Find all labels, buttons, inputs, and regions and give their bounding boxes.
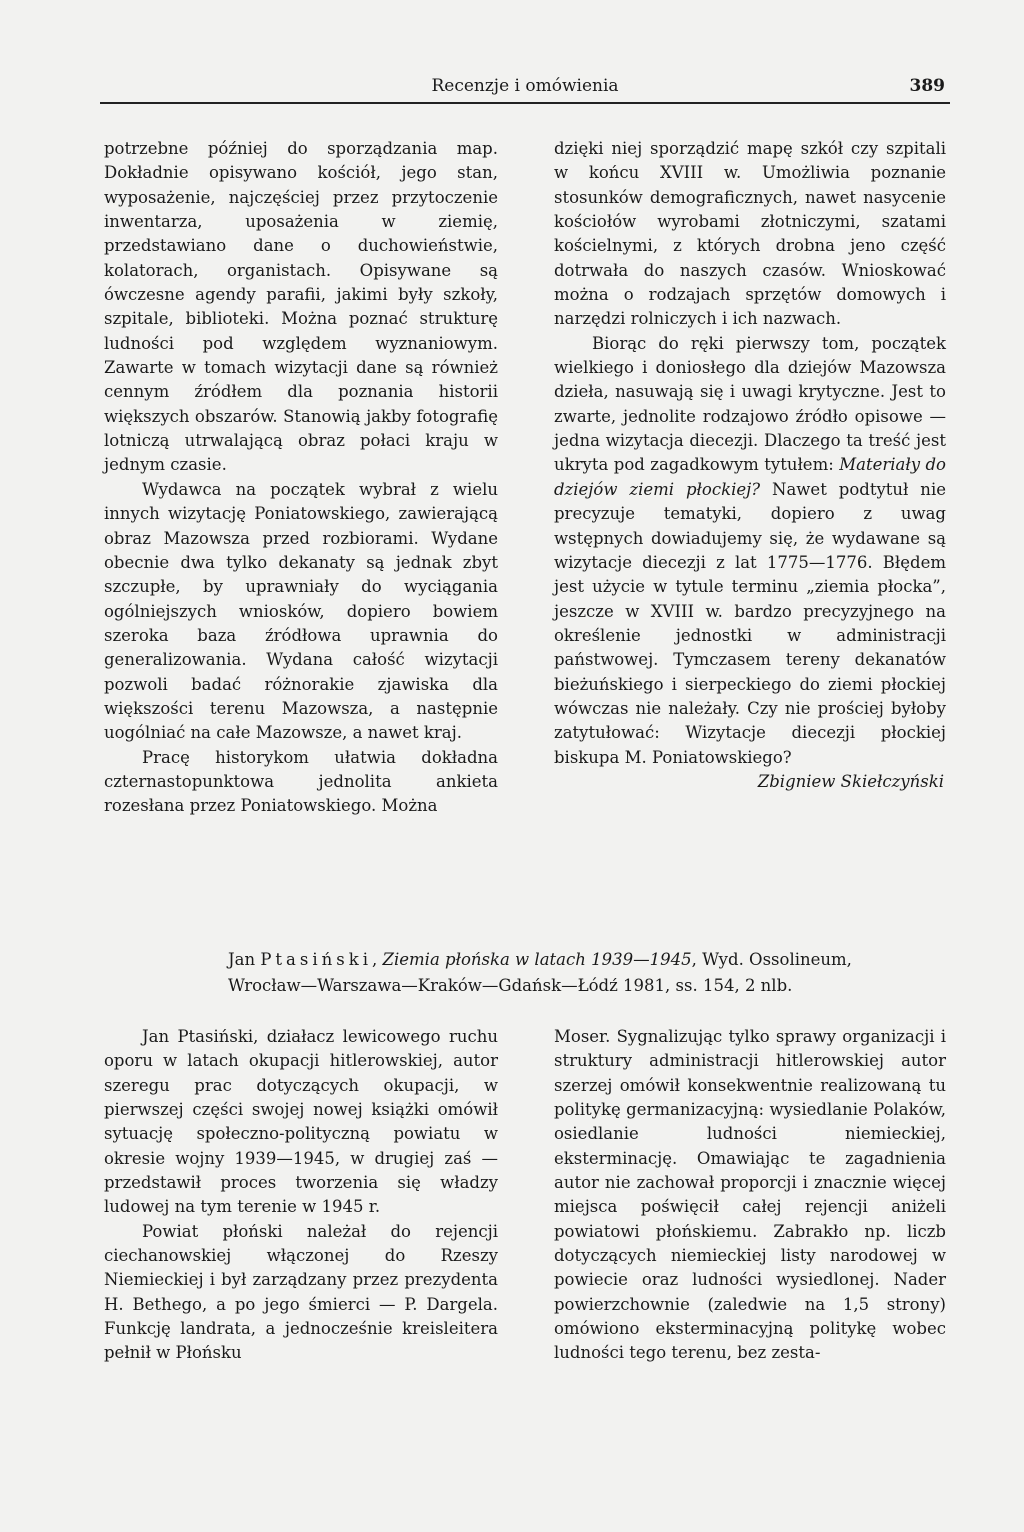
review2-right-column (554, 1025, 946, 1366)
paragraph: Wydawca na początek wybrał z wielu innych wizytację Poniatowskiego, zawierającą obraz Mazowsza przed rozbiorami. Wydane obecnie dwa tylko dekanaty są jednak zbyt szczupłe, by uprawniały do wyciągania ogólniejszych wniosków, dopiero bowiem szeroka baza źródłowa uprawnia do generalizowania. Wydana całość wizytacji pozwoli badać różnorakie zjawiska dla większości terenu Mazowsza, a następnie uogólniać na całe Mazowsze, a nawet kraj. (104, 479, 498, 743)
bib-line-1 (120, 947, 955, 973)
paragraph (554, 332, 946, 770)
paragraph: Powiat płoński należał do rejencji ciechanowskiej włączonej do Rzeszy Niemieckiej i był zarządzany przez prezydenta H. Bethego, a po jego śmierci — P. Dargela. Funkcję landrata, a jednocześnie kreisleitera pełnił w Płońsku (104, 1221, 498, 1363)
review1-right-column (554, 137, 946, 794)
paragraph-text: Biorąc do ręki pierwszy tom, początek wielkiego i doniosłego dla dziejów Mazowsza dzieła, nasuwają się i uwagi krytyczne. Jest to zwarte, jednolite rodzajowo źródło opisowe — jedna wizytacja diecezji. Dlaczego ta treść jest ukryta pod zagadkowym tytułem: (554, 333, 946, 475)
book-title-italic: Materiały do dziejów ziemi płockiej? (554, 455, 946, 499)
page-number: 389 (909, 76, 945, 96)
header-rule (100, 102, 950, 104)
page-header (100, 76, 950, 100)
paragraph: potrzebne później do sporządzania map. Dokładnie opisywano kościół, jego stan, wyposażenie, najczęściej przez przytoczenie inwentarza, uposażenia w ziemię, przedstawiano dane o duchowieństwie, kolatorach, organistach. Opisywane są ówczesne agendy parafii, jakimi były szkoły, szpitale, biblioteki. Można poznać strukturę ludności pod względem wyznaniowym. Zawarte w tomach wizytacji dane są również cennym źródłem dla poznania historii większych obszarów. Stanowią jakby fotografię lotniczą utrwalającą obraz połaci kraju w jednym czasie. (104, 139, 498, 475)
bib-publisher: , Wyd. Ossolineum, (691, 950, 852, 969)
review2-left-column (104, 1025, 498, 1366)
review-signature: Zbigniew Skiełczyński (757, 771, 944, 791)
bib-line-2: Wrocław—Warszawa—Kraków—Gdańsk—Łódź 1981, ss. 154, 2 nlb. (228, 976, 793, 995)
bib-author-last: Ptasiński (260, 950, 373, 969)
review1-left-column (104, 137, 498, 819)
bib-author-first: Jan (228, 950, 261, 969)
paragraph: Pracę historykom ułatwia dokładna czternastopunktowa jednolita ankieta rozesłana przez Poniatowskiego. Można (104, 747, 498, 816)
paragraph: dzięki niej sporządzić mapę szkół czy szpitali w końcu XVIII w. Umożliwia poznanie stosunków demograficznych, nawet nasycenie kościołów wyrobami złotniczymi, szatami kościelnymi, z których drobna jeno część dotrwała do naszych czasów. Wnioskować można o rodzajach sprzętów domowych i narzędzi rolniczych i ich nazwach. (554, 139, 946, 329)
bibliographic-entry (120, 947, 955, 999)
bib-sep: , (372, 950, 383, 969)
paragraph: Jan Ptasiński, działacz lewicowego ruchu oporu w latach okupacji hitlerowskiej, autor szeregu prac dotyczących okupacji, w pierwszej części swojej nowej książki omówił sytuację społeczno-polityczną powiatu w okresie wojny 1939—1945, w drugiej zaś — przedstawił proces tworzenia się władzy ludowej na tym terenie w 1945 r. (104, 1027, 498, 1217)
running-title: Recenzje i omówienia (431, 76, 619, 96)
paragraph: Moser. Sygnalizując tylko sprawy organizacji i struktury administracji hitlerowskiej autor szerzej omówił konsekwentnie realizowaną tu politykę germanizacyjną: wysiedlanie Polaków, osiedlanie ludności niemieckiej, eksterminację. Omawiając te zagadnienia autor nie zachował proporcji i znacznie więcej miejsca poświęcił całej rejencji aniżeli powiatowi płońskiemu. Zabrakło np. liczb dotyczących niemieckiej listy narodowej w powiecie oraz ludności wysiedlonej. Nader powierzchownie (zaledwie na 1,5 strony) omówiono eksterminacyjną politykę wobec ludności tego terenu, bez zesta- (554, 1027, 946, 1363)
paragraph-text: Nawet podtytuł nie precyzuje tematyki, dopiero z uwag wstępnych dowiadujemy się, że wydawane są wizytacje diecezji z lat 1775—1776. Błędem jest użycie w tytule terminu „ziemia płocka”, jeszcze w XVIII w. bardzo precyzyjnego na określenie jednostki w administracji państwowej. Tymczasem tereny dekanatów bieżuńskiego i sierpeckiego do ziemi płockiej wówczas nie należały. Czy nie prościej byłoby zatytułować: Wizytacje diecezji płockiej biskupa M. Poniatowskiego? (554, 479, 946, 767)
bib-title: Ziemia płońska w latach 1939—1945 (382, 950, 692, 969)
